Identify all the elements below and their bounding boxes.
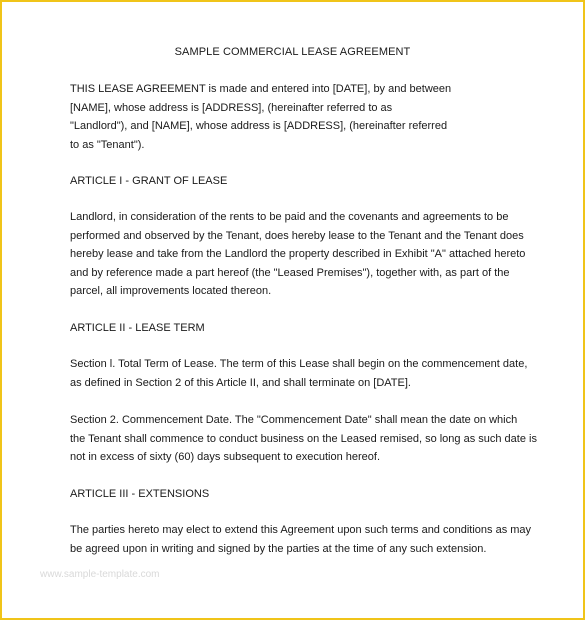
article-1-line: Landlord, in consideration of the rents to be paid and the covenants and agreements to be [70, 211, 509, 223]
intro-line: to as "Tenant"). [70, 138, 145, 151]
article-3-line: be agreed upon in writing and signed by the parties at the time of any such extension. [70, 542, 487, 555]
article-3-heading: ARTICLE III - EXTENSIONS [70, 488, 210, 500]
watermark: www.sample-template.com [40, 569, 160, 580]
section-2-line: the Tenant shall commence to conduct business on the Leased remised, so long as such date is [70, 432, 537, 445]
article-3-paragraph [70, 521, 531, 558]
article-1-line: performed and observed by the Tenant, does hereby lease to the Tenant and the Tenant does [70, 229, 524, 242]
article-2-section-1 [70, 355, 527, 392]
section-2-line: Section 2. Commencement Date. The "Commencement Date" shall mean the date on which [70, 414, 518, 426]
intro-line: THIS LEASE AGREEMENT is made and entered into [DATE], by and between [70, 83, 452, 95]
article-1-line: and by reference made a part hereof (the "Leased Premises"), together with, as part of the [70, 266, 510, 279]
intro-paragraph [70, 80, 451, 154]
section-1-line: Section l. Total Term of Lease. The term of this Lease shall begin on the commencement date, [70, 358, 528, 370]
intro-line: [NAME], whose address is [ADDRESS], (hereinafter referred to as [70, 101, 393, 114]
article-1-heading: ARTICLE I - GRANT OF LEASE [70, 175, 228, 187]
article-1-line: parcel, all improvements located thereon. [70, 285, 272, 297]
article-1-line: hereby lease and take from the Landlord the property described in Exhibit "A" attached hereto [70, 248, 526, 260]
section-1-line: as defined in Section 2 of this Article II, and shall terminate on [DATE]. [70, 376, 411, 389]
article-2-section-2 [70, 411, 537, 467]
document-title: SAMPLE COMMERCIAL LEASE AGREEMENT [174, 46, 411, 58]
section-2-line: not in excess of sixty (60) days subsequent to execution hereof. [70, 451, 381, 463]
article-3-line: The parties hereto may elect to extend this Agreement upon such terms and conditions as may [70, 524, 532, 536]
article-2-heading: ARTICLE II - LEASE TERM [70, 322, 205, 334]
intro-line: "Landlord"), and [NAME], whose address is [ADDRESS], (hereinafter referred [70, 120, 448, 132]
article-1-paragraph [70, 208, 525, 301]
